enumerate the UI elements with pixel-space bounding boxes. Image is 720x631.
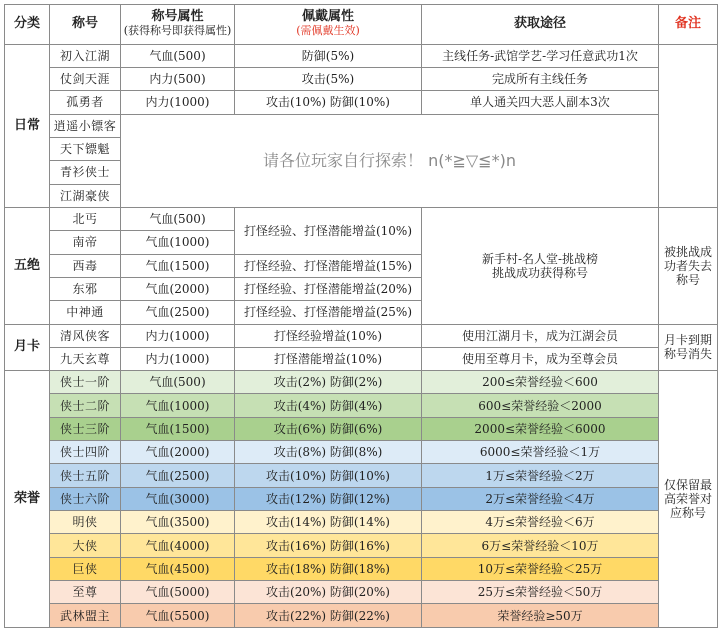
header-row [5, 5, 718, 45]
wear-attr: 攻击(14%) 防御(14%) [235, 511, 422, 534]
wear-attr: 打怪潜能增益(10%) [235, 347, 422, 370]
title-attr: 气血(2000) [121, 441, 235, 464]
source: 600≤荣誉经验＜2000 [422, 394, 659, 417]
title-name: 九天玄尊 [50, 347, 121, 370]
table-row [5, 114, 718, 137]
source: 使用至尊月卡，成为至尊会员 [422, 347, 659, 370]
source: 主线任务-武馆学艺-学习任意武功1次 [422, 44, 659, 67]
title-name: 逍遥小镖客 [50, 114, 121, 137]
title-attr: 气血(1000) [121, 394, 235, 417]
wear-attr: 攻击(18%) 防御(18%) [235, 557, 422, 580]
title-attr: 内力(1000) [121, 324, 235, 347]
table-row [5, 581, 718, 604]
wear-attr: 攻击(16%) 防御(16%) [235, 534, 422, 557]
category-wujue: 五绝 [5, 207, 50, 324]
table-row [5, 44, 718, 67]
title-name: 清风侠客 [50, 324, 121, 347]
title-attr: 气血(4000) [121, 534, 235, 557]
table-row [5, 604, 718, 628]
table-row [5, 441, 718, 464]
source: 6万≤荣誉经验＜10万 [422, 534, 659, 557]
wear-attr: 攻击(20%) 防御(20%) [235, 581, 422, 604]
wear-attr: 攻击(2%) 防御(2%) [235, 371, 422, 394]
table-row [5, 464, 718, 487]
table-row [5, 67, 718, 90]
category-daily: 日常 [5, 44, 50, 207]
wear-attr: 攻击(4%) 防御(4%) [235, 394, 422, 417]
title-attr: 气血(500) [121, 371, 235, 394]
wear-attr: 攻击(22%) 防御(22%) [235, 604, 422, 628]
title-name: 侠士三阶 [50, 417, 121, 440]
title-attr: 气血(1500) [121, 417, 235, 440]
wear-attr: 攻击(6%) 防御(6%) [235, 417, 422, 440]
title-attr: 气血(500) [121, 207, 235, 230]
title-name: 侠士一阶 [50, 371, 121, 394]
source-line: 新手村-名人堂-挑战榜 [481, 251, 599, 266]
title-name: 东邪 [50, 277, 121, 300]
explore-message: 请各位玩家自行探索！ n(*≧▽≦*)n [121, 114, 659, 207]
title-attr: 内力(500) [121, 67, 235, 90]
wear-attr: 攻击(5%) [235, 67, 422, 90]
title-attr: 气血(3500) [121, 511, 235, 534]
title-name: 中神通 [50, 301, 121, 324]
header-note: 备注 [659, 5, 718, 45]
title-name: 武林盟主 [50, 604, 121, 628]
title-name: 北丐 [50, 207, 121, 230]
wear-attr: 打怪经验、打怪潜能增益(10%) [235, 207, 422, 254]
source: 使用江湖月卡，成为江湖会员 [422, 324, 659, 347]
title-attr: 气血(1500) [121, 254, 235, 277]
header-category: 分类 [5, 5, 50, 45]
title-name: 至尊 [50, 581, 121, 604]
note-daily [659, 44, 718, 207]
title-attr: 气血(2500) [121, 464, 235, 487]
table-row [5, 417, 718, 440]
title-attr: 气血(1000) [121, 231, 235, 254]
title-name: 侠士四阶 [50, 441, 121, 464]
wear-attr: 攻击(10%) 防御(10%) [235, 464, 422, 487]
title-attr: 气血(500) [121, 44, 235, 67]
wear-attr: 打怪经验增益(10%) [235, 324, 422, 347]
source: 单人通关四大恶人副本3次 [422, 91, 659, 114]
wear-attr: 攻击(8%) 防御(8%) [235, 441, 422, 464]
title-name: 孤勇者 [50, 91, 121, 114]
title-attr: 内力(1000) [121, 91, 235, 114]
title-attr: 气血(3000) [121, 487, 235, 510]
title-attr: 气血(5000) [121, 581, 235, 604]
header-wear-attr [235, 5, 422, 45]
title-name: 天下镖魁 [50, 137, 121, 160]
source: 2万≤荣誉经验＜4万 [422, 487, 659, 510]
table-row [5, 371, 718, 394]
note-monthly: 月卡到期称号消失 [659, 324, 718, 371]
header-title: 称号 [50, 5, 121, 45]
title-name: 西毒 [50, 254, 121, 277]
wear-attr: 打怪经验、打怪潜能增益(20%) [235, 277, 422, 300]
source: 6000≤荣誉经验＜1万 [422, 441, 659, 464]
title-name: 明侠 [50, 511, 121, 534]
title-name: 南帝 [50, 231, 121, 254]
table-row [5, 324, 718, 347]
table-row [5, 91, 718, 114]
title-name: 侠士二阶 [50, 394, 121, 417]
source: 荣誉经验≥50万 [422, 604, 659, 628]
table-row [5, 487, 718, 510]
wear-attr: 打怪经验、打怪潜能增益(25%) [235, 301, 422, 324]
wear-attr: 攻击(10%) 防御(10%) [235, 91, 422, 114]
table-row [5, 511, 718, 534]
title-attr: 气血(4500) [121, 557, 235, 580]
wear-attr: 攻击(12%) 防御(12%) [235, 487, 422, 510]
table-row [5, 534, 718, 557]
title-name: 江湖豪侠 [50, 184, 121, 207]
source: 完成所有主线任务 [422, 67, 659, 90]
note-honor: 仅保留最高荣誉对应称号 [659, 371, 718, 628]
category-honor: 荣誉 [5, 371, 50, 628]
table-row [5, 207, 718, 230]
header-title-attr [121, 5, 235, 45]
title-attr: 气血(5500) [121, 604, 235, 628]
title-attr: 气血(2000) [121, 277, 235, 300]
title-attr: 气血(2500) [121, 301, 235, 324]
source: 4万≤荣誉经验＜6万 [422, 511, 659, 534]
source-line: 挑战成功获得称号 [491, 265, 588, 280]
wear-attr: 打怪经验、打怪潜能增益(15%) [235, 254, 422, 277]
source: 200≤荣誉经验＜600 [422, 371, 659, 394]
wear-attr: 防御(5%) [235, 44, 422, 67]
title-name: 侠士五阶 [50, 464, 121, 487]
title-name: 大侠 [50, 534, 121, 557]
source: 2000≤荣誉经验＜6000 [422, 417, 659, 440]
title-name: 侠士六阶 [50, 487, 121, 510]
title-name: 巨侠 [50, 557, 121, 580]
title-name: 青衫侠士 [50, 161, 121, 184]
title-name: 仗剑天涯 [50, 67, 121, 90]
title-table [4, 4, 718, 628]
source: 10万≤荣誉经验＜25万 [422, 557, 659, 580]
header-title-attr-label: 称号属性 [151, 9, 204, 25]
table-row [5, 394, 718, 417]
source: 25万≤荣誉经验＜50万 [422, 581, 659, 604]
category-monthly: 月卡 [5, 324, 50, 371]
source: 1万≤荣誉经验＜2万 [422, 464, 659, 487]
header-wear-attr-sub: (需佩戴生效) [296, 24, 360, 38]
title-attr: 内力(1000) [121, 347, 235, 370]
header-wear-attr-label: 佩戴属性 [301, 9, 354, 25]
header-title-attr-sub: (获得称号即获得属性) [123, 24, 232, 38]
source [422, 207, 659, 324]
note-wujue: 被挑战成功者失去称号 [659, 207, 718, 324]
title-name: 初入江湖 [50, 44, 121, 67]
table-row [5, 347, 718, 370]
header-source: 获取途径 [422, 5, 659, 45]
table-row [5, 557, 718, 580]
